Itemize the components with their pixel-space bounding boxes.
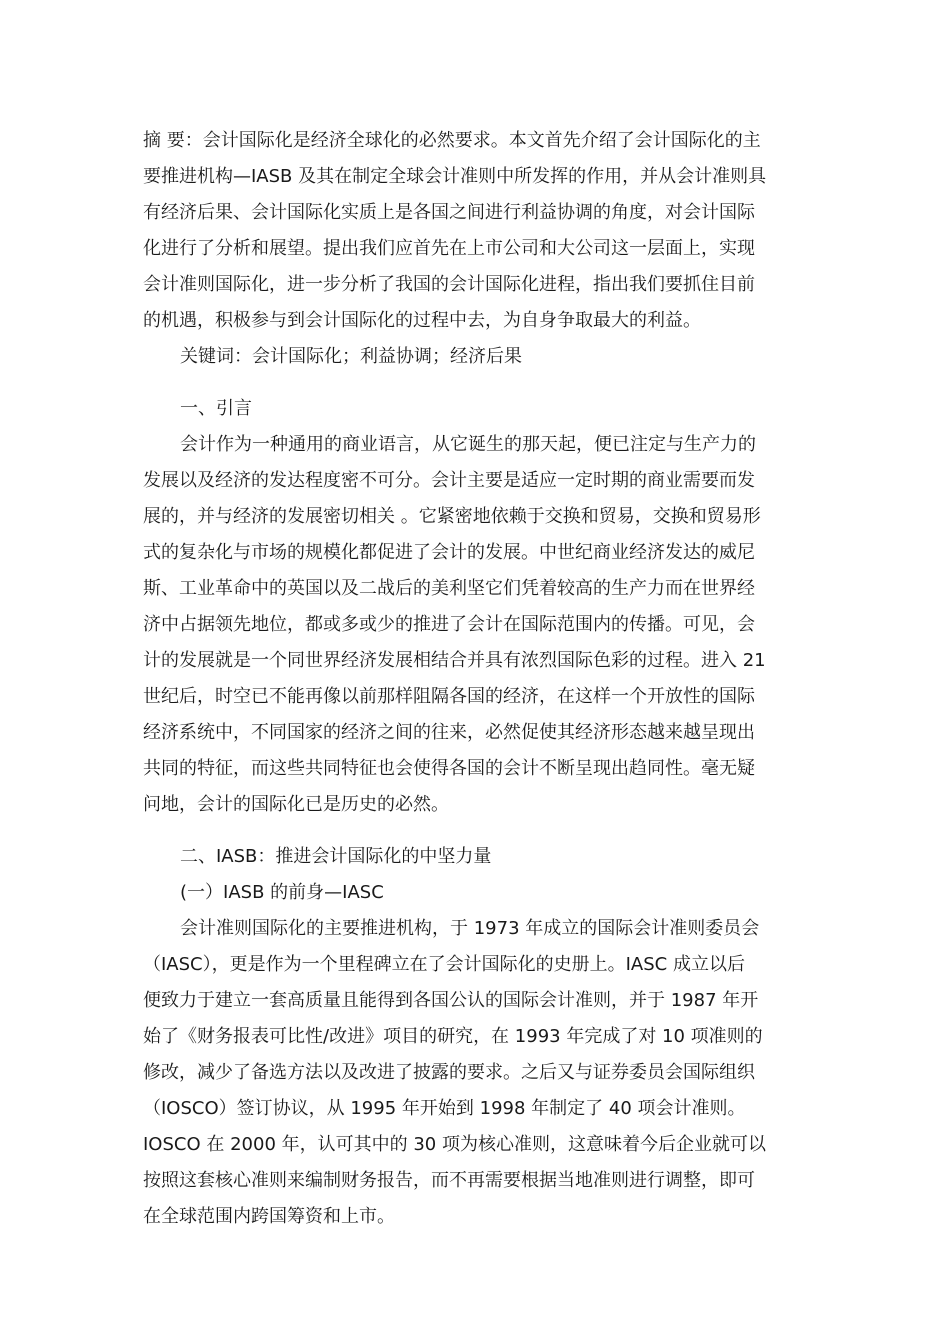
iasc-line-6: （IOSCO）签订协议，从 1995 年开始到 1998 年制定了 40 项会计准则。 [143,1098,746,1119]
keywords-line: 关键词：会计国际化；利益协调；经济后果 [180,346,522,367]
intro-line-2: 发展以及经济的发达程度密不可分。会计主要是适应一定时期的商业需要而发 [143,470,755,491]
abstract-line-6: 的机遇，积极参与到会计国际化的过程中去，为自身争取最大的利益。 [143,310,701,331]
intro-line-10: 共同的特征，而这些共同特征也会使得各国的会计不断呈现出趋同性。毫无疑 [143,758,755,779]
iasc-line-4: 始了《财务报表可比性/改进》项目的研究，在 1993 年完成了对 10 项准则的 [143,1026,763,1047]
iasc-line-2: （IASC），更是作为一个里程碑立在了会计国际化的史册上。IASC 成立以后 [143,954,745,975]
intro-line-3: 展的，并与经济的发展密切相关 。它紧密地依赖于交换和贸易，交换和贸易形 [143,506,761,527]
abstract-line-3: 有经济后果、会计国际化实质上是各国之间进行利益协调的角度，对会计国际 [143,202,755,223]
intro-line-11: 问地，会计的国际化已是历史的必然。 [143,794,449,815]
intro-line-9: 经济系统中，不同国家的经济之间的往来，必然促使其经济形态越来越呈现出 [143,722,755,743]
abstract-line-4: 化进行了分析和展望。提出我们应首先在上市公司和大公司这一层面上，实现 [143,238,755,259]
iasc-line-7: IOSCO 在 2000 年，认可其中的 30 项为核心准则，这意味着今后企业就可以 [143,1134,766,1155]
abstract-line-2: 要推进机构—IASB 及其在制定全球会计准则中所发挥的作用，并从会计准则具 [143,166,767,187]
intro-line-8: 世纪后，时空已不能再像以前那样阻隔各国的经济，在这样一个开放性的国际 [143,686,755,707]
iasc-line-3: 便致力于建立一套高质量且能得到各国公认的国际会计准则，并于 1987 年开 [143,990,759,1011]
intro-line-6: 济中占据领先地位，都或多或少的推进了会计在国际范围内的传播。可见，会 [143,614,755,635]
intro-line-4: 式的复杂化与市场的规模化都促进了会计的发展。中世纪商业经济发达的威尼 [143,542,755,563]
section-heading-iasb: 二、IASB：推进会计国际化的中坚力量 [180,846,492,867]
section-heading-introduction: 一、引言 [180,398,252,419]
intro-line-5: 斯、工业革命中的英国以及二战后的美利坚它们凭着较高的生产力而在世界经 [143,578,755,599]
abstract-line-5: 会计准则国际化，进一步分析了我国的会计国际化进程，指出我们要抓住目前 [143,274,755,295]
intro-line-1: 会计作为一种通用的商业语言，从它诞生的那天起，便已注定与生产力的 [180,434,756,455]
iasc-line-5: 修改，减少了备选方法以及改进了披露的要求。之后又与证券委员会国际组织 [143,1062,755,1083]
iasc-line-8: 按照这套核心准则来编制财务报告，而不再需要根据当地准则进行调整，即可 [143,1170,755,1191]
iasc-line-9: 在全球范围内跨国筹资和上市。 [143,1206,395,1227]
subsection-heading-iasc: (一）IASB 的前身—IASC [180,882,384,903]
intro-line-7: 计的发展就是一个同世界经济发展相结合并具有浓烈国际色彩的过程。进入 21 [143,650,766,671]
iasc-line-1: 会计准则国际化的主要推进机构，于 1973 年成立的国际会计准则委员会 [180,918,760,939]
abstract-line-1: 摘 要：会计国际化是经济全球化的必然要求。本文首先介绍了会计国际化的主 [143,130,761,151]
